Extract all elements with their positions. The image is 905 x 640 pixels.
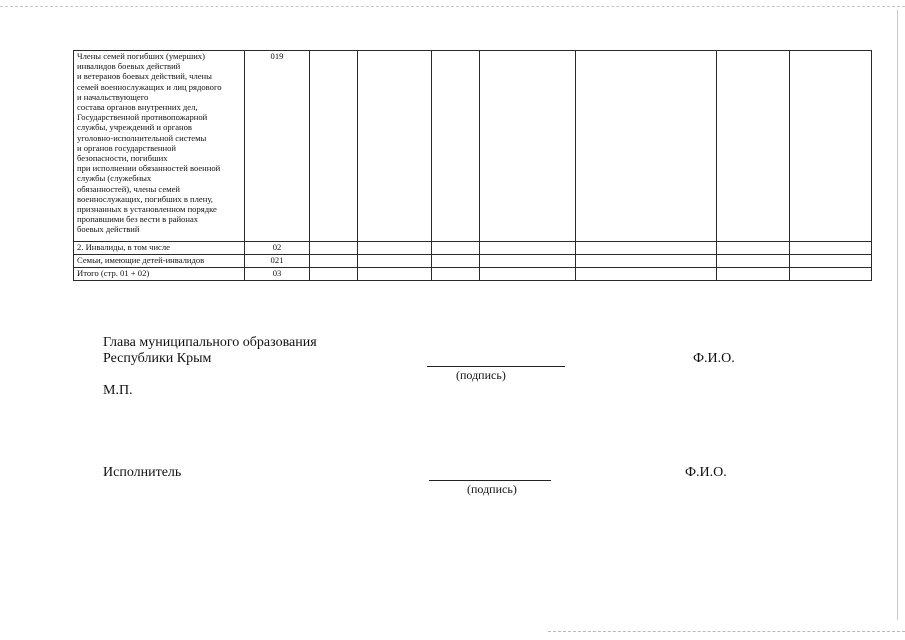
executor-name-label: Ф.И.О.	[685, 465, 727, 480]
table-cell	[576, 51, 717, 242]
table-cell	[717, 255, 790, 268]
table-cell	[310, 268, 358, 281]
table-cell	[790, 268, 872, 281]
executor-title: Исполнитель	[103, 465, 182, 480]
table-cell	[576, 268, 717, 281]
table-row	[74, 242, 872, 255]
table-cell	[358, 255, 432, 268]
row-code: 019	[245, 51, 310, 242]
stamp-label: М.П.	[103, 383, 133, 398]
scan-edge-top	[0, 6, 905, 7]
table-cell	[310, 242, 358, 255]
table-cell	[717, 268, 790, 281]
row-label: Итого (стр. 01 + 02)	[74, 268, 245, 281]
table-cell	[310, 51, 358, 242]
row-code: 03	[245, 268, 310, 281]
row-label: 2. Инвалиды, в том числе	[74, 242, 245, 255]
executor-signature-line	[429, 480, 551, 481]
table-cell	[576, 255, 717, 268]
scan-edge-bottom	[548, 631, 905, 632]
table-cell	[432, 268, 480, 281]
head-title-line1: Глава муниципального образования	[103, 335, 317, 350]
table-cell	[432, 242, 480, 255]
row-label: Семьи, имеющие детей-инвалидов	[74, 255, 245, 268]
head-signature-line	[427, 366, 565, 367]
table-row	[74, 255, 872, 268]
table-cell	[576, 242, 717, 255]
table-cell	[358, 51, 432, 242]
table-cell	[480, 268, 576, 281]
table-row	[74, 51, 872, 242]
table-cell	[432, 51, 480, 242]
table-cell	[310, 255, 358, 268]
table-cell	[480, 242, 576, 255]
table-row	[74, 268, 872, 281]
head-name-label: Ф.И.О.	[693, 351, 735, 366]
report-table	[73, 50, 872, 281]
table-cell	[358, 242, 432, 255]
row-code: 021	[245, 255, 310, 268]
row-code: 02	[245, 242, 310, 255]
executor-signature-hint: (подпись)	[467, 482, 517, 496]
table-cell	[480, 255, 576, 268]
table-cell	[790, 255, 872, 268]
table-cell	[790, 51, 872, 242]
table-cell	[717, 51, 790, 242]
table-cell	[717, 242, 790, 255]
table-cell	[790, 242, 872, 255]
table-cell	[358, 268, 432, 281]
row-label: Члены семей погибших (умерших) инвалидов боевых действий и ветеранов боевых действий, члены семей военнослужащих и лиц рядового и начальствующего состава органов внутренних дел, Государственной противопожарной службы, учреждений и органов уголовно-исполнительной системы и органов государственной безопасности, погибших при исполнении обязанностей военной службы (служебных обязанностей), члены семей военнослужащих, погибших в плену, признанных в установленном порядке пропавшими без вести в районах боевых действий	[74, 51, 245, 242]
table-cell	[432, 255, 480, 268]
scan-edge-right	[897, 10, 898, 620]
table-cell	[480, 51, 576, 242]
head-signature-hint: (подпись)	[456, 368, 506, 382]
head-title-line2: Республики Крым	[103, 351, 212, 366]
